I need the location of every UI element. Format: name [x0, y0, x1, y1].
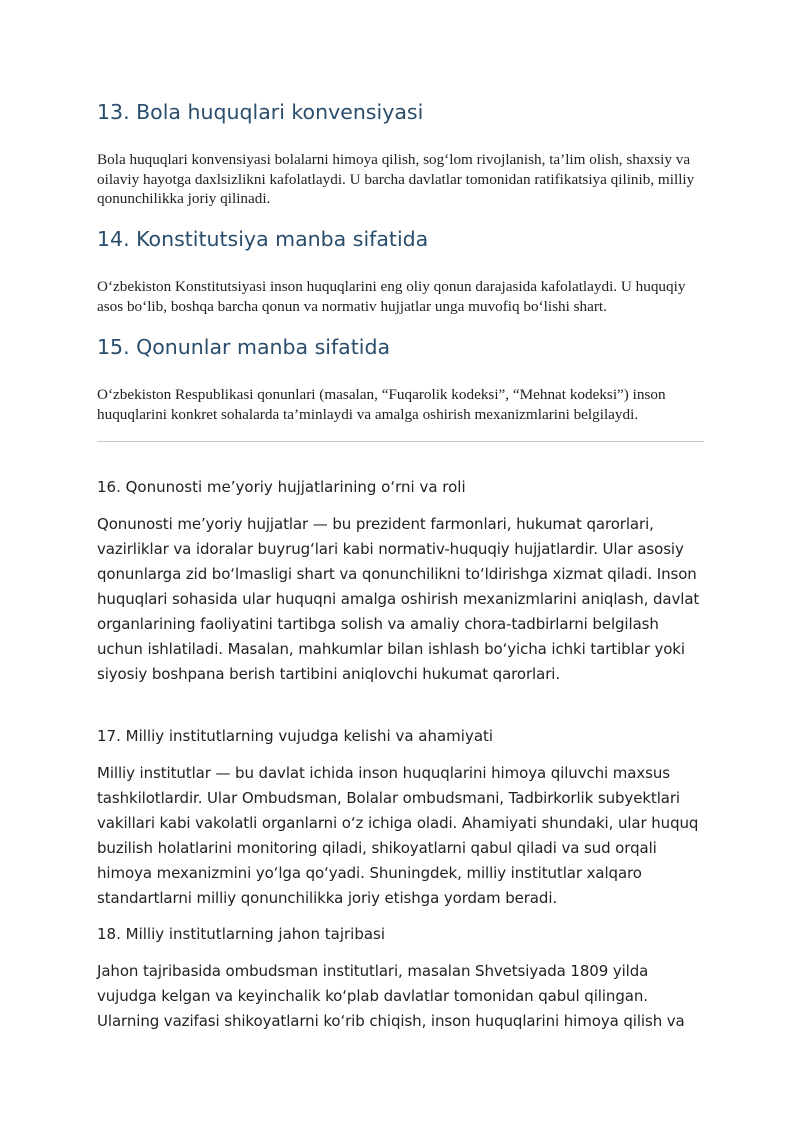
- section-14-body: O‘zbekiston Konstitutsiyasi inson huquqlarini eng oliy qonun darajasida kafolatlaydi. U huquqiy asos bo‘lib, boshqa barcha qonun va normativ hujjatlar unga muvofiq bo‘lishi shart.: [97, 278, 686, 315]
- section-15-body: O‘zbekiston Respublikasi qonunlari (masalan, “Fuqarolik kodeksi”, “Mehnat kodeksi”) inson huquqlarini konkret sohalarda ta’minlaydi va amalga oshirish mexanizmlarini belgilaydi.: [97, 386, 666, 423]
- section-18-heading: 18. Milliy institutlarning jahon tajribasi: [97, 925, 386, 943]
- section-13-heading: 13. Bola huquqlari konvensiyasi: [97, 100, 424, 124]
- section-17-heading: 17. Milliy institutlarning vujudga kelishi va ahamiyati: [97, 727, 494, 745]
- section-13-body: Bola huquqlari konvensiyasi bolalarni himoya qilish, sog‘lom rivojlanish, ta’lim olish, shaxsiy va oilaviy hayotga daxlsizlikni kafolatlaydi. U barcha davlatlar tomonidan ratifikatsiya qilinib, milliy qonunchilikka joriy qilinadi.: [97, 151, 695, 207]
- section-divider: [97, 441, 704, 442]
- section-16-heading: 16. Qonunosti me’yoriy hujjatlarining o‘rni va roli: [97, 478, 466, 496]
- section-18-body: Jahon tajribasida ombudsman institutlari, masalan Shvetsiyada 1809 yilda vujudga kelgan va keyinchalik ko‘plab davlatlar tomonidan qabul qilingan. Ularning vazifasi shikoyatlarni ko‘rib chiqish, inson huquqlarini himoya qilish va: [97, 962, 685, 1030]
- section-16-body: Qonunosti me’yoriy hujjatlar — bu prezident farmonlari, hukumat qarorlari, vazirliklar va idoralar buyrug‘lari kabi normativ-huquqiy hujjatlardir. Ular asosiy qonunlarga zid bo‘lmasligi shart va qonunchilikni to‘ldirishga xizmat qiladi. Inson huquqlari sohasida ular huquqni amalga oshirish mexanizmlarini aniqlash, davlat organlarining faoliyatini tartibga solish va amaliy chora-tadbirlarni belgilash uchun ishlatiladi. Masalan, mahkumlar bilan ishlash bo‘yicha ichki tartiblar yoki siyosiy boshpana berish tartibini aniqlovchi hukumat qarorlari.: [97, 515, 700, 683]
- section-15-heading: 15. Qonunlar manba sifatida: [97, 335, 391, 359]
- section-17-body: Milliy institutlar — bu davlat ichida inson huquqlarini himoya qiluvchi maxsus tashkilotlardir. Ular Ombudsman, Bolalar ombudsmani, Tadbirkorlik subyektlari vakillari kabi vakolatli organlarni o‘z ichiga oladi. Ahamiyati shundaki, ular huquq buzilish holatlarini monitoring qiladi, shikoyatlarni qabul qiladi va sud orqali himoya mexanizmini yo‘lga qo‘yadi. Shuningdek, milliy institutlar xalqaro standartlarni milliy qonunchilikka joriy etishga yordam beradi.: [97, 764, 699, 907]
- section-14-heading: 14. Konstitutsiya manba sifatida: [97, 227, 429, 251]
